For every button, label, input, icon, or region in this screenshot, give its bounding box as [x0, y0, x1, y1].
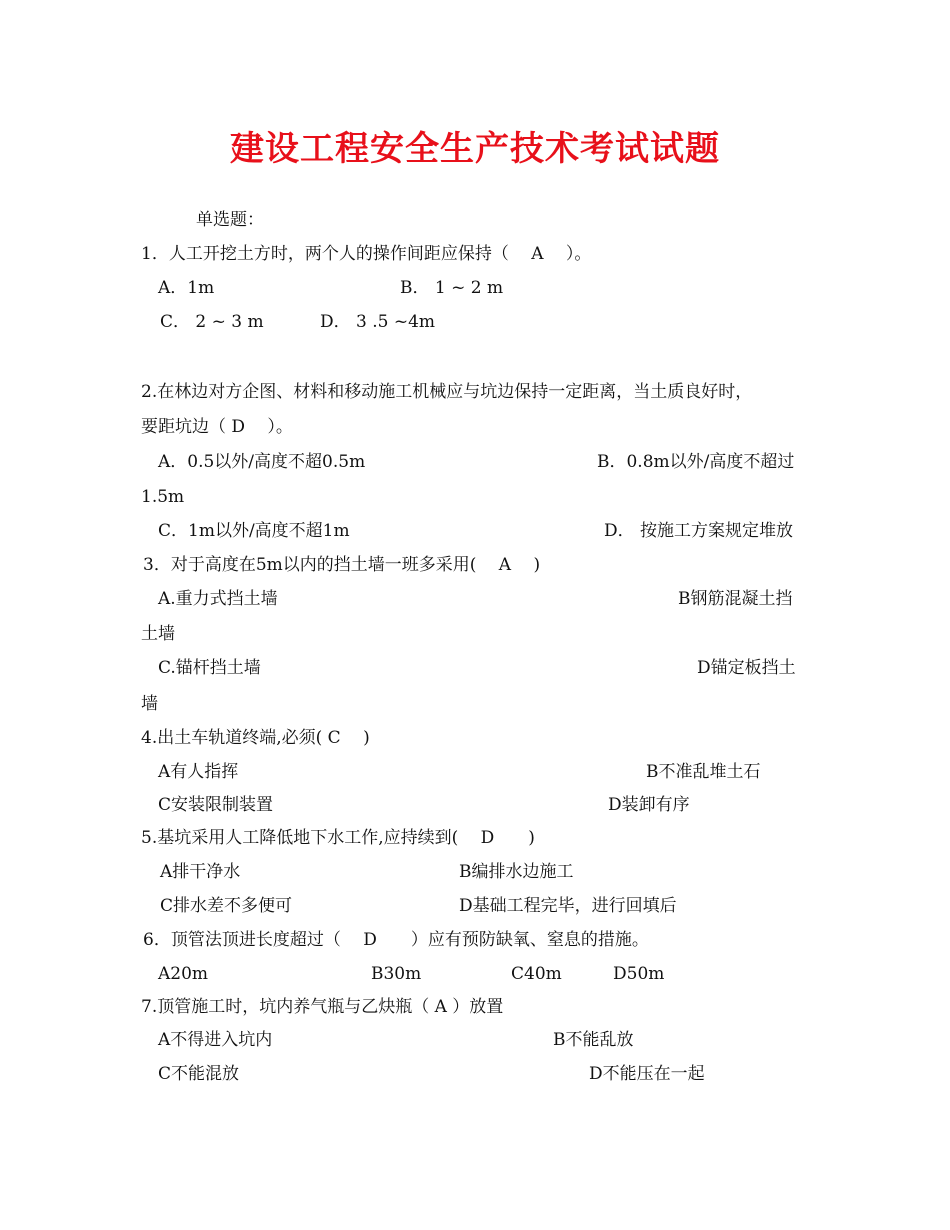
question-3-option-b-continued: 土墙 [141, 624, 175, 644]
question-4-option-d: D装卸有序 [608, 795, 690, 815]
question-6-option-b: B30m [371, 964, 422, 984]
question-3-option-a: A.重力式挡土墙 [158, 589, 278, 609]
question-5-option-b: B编排水边施工 [459, 862, 574, 882]
question-2-stem-line-1: 2.在林边对方企图、材料和移动施工机械应与坑边保持一定距离，当土质良好时， [141, 382, 753, 402]
question-3-option-b: B钢筋混凝土挡 [678, 589, 793, 609]
question-7-option-b: B不能乱放 [553, 1030, 634, 1050]
question-2-option-a: A．0.5以外/高度不超0.5m [158, 452, 366, 472]
question-1-option-b: B． 1 ~ 2 m [400, 278, 504, 298]
question-2-option-d: D． 按施工方案规定堆放 [604, 521, 794, 541]
question-2-stem-line-2: 要距坑边（ D ）。 [141, 417, 293, 437]
document-title: 建设工程安全生产技术考试试题 [230, 129, 720, 169]
question-6-option-d: D50m [613, 964, 665, 984]
question-7-option-a: A不得进入坑内 [158, 1030, 273, 1050]
question-5-option-a: A排干净水 [160, 862, 241, 882]
question-6-stem: 6．顶管法顶进长度超过（ D ）应有预防缺氧、窒息的措施。 [143, 930, 649, 950]
question-1-option-d: D． 3 .5 ~4m [320, 312, 436, 332]
question-7-option-d: D不能压在一起 [589, 1064, 705, 1084]
question-6-option-a: A20m [158, 964, 209, 984]
question-2-option-b-continued: 1.5m [141, 487, 185, 507]
question-5-stem: 5.基坑采用人工降低地下水工作,应持续到( D ) [141, 828, 535, 848]
question-6-option-c: C40m [511, 964, 562, 984]
question-7-option-c: C不能混放 [158, 1064, 240, 1084]
question-3-option-c: C.锚杆挡土墙 [158, 658, 261, 678]
question-4-option-c: C安装限制装置 [158, 795, 274, 815]
question-3-option-d-continued: 墙 [141, 694, 158, 714]
question-4-option-b: B不准乱堆土石 [646, 762, 761, 782]
question-2-option-b: B．0.8m以外/高度不超过 [597, 452, 795, 472]
question-5-option-d: D基础工程完毕，进行回填后 [459, 896, 677, 916]
question-1-stem: 1．人工开挖土方时，两个人的操作间距应保持（ A ）。 [141, 244, 592, 264]
question-2-option-c: C．1m以外/高度不超1m [158, 521, 350, 541]
question-7-stem: 7.顶管施工时，坑内养气瓶与乙炔瓶（ A ）放置 [141, 997, 504, 1017]
question-1-option-c: C． 2 ~ 3 m [160, 312, 264, 332]
question-5-option-c: C排水差不多便可 [160, 896, 293, 916]
question-3-stem: 3．对于高度在5m以内的挡土墙一班多采用( A ) [143, 555, 541, 575]
question-4-stem: 4.出土车轨道终端,必须( C ) [141, 728, 370, 748]
section-heading: 单选题： [196, 210, 264, 230]
question-1-option-a: A．1m [158, 278, 215, 298]
question-3-option-d: D锚定板挡土 [697, 658, 796, 678]
question-4-option-a: A有人指挥 [158, 762, 239, 782]
